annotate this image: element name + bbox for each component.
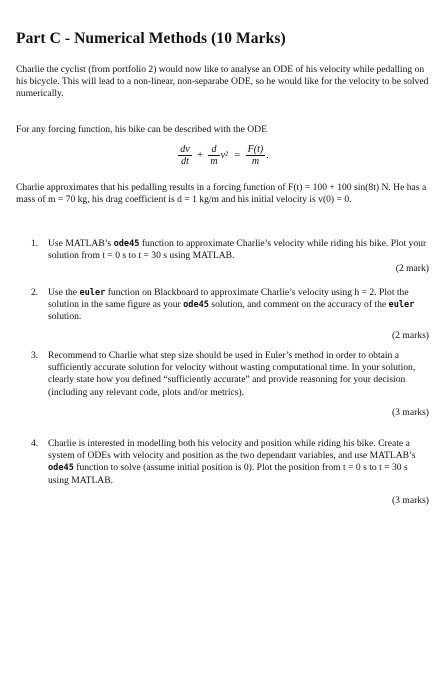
question-1: 1. Use MATLAB’s ode45 function to approximate Charlie’s velocity while riding his bike. Plot your solution from t = 0 s to t = 30 s using MATLAB. (2 mark)	[31, 238, 429, 275]
page-title: Part C - Numerical Methods (10 Marks)	[16, 30, 286, 47]
code-euler: euler	[79, 288, 106, 298]
approximation-paragraph: Charlie approximates that his pedalling results in a forcing function of F(t) = 100 + 100 sin(8t) N. He has a mass of m = 70 kg, his drag coefficient is d = 1 kg/m and his initial velocity is v(0) = 0.	[16, 182, 427, 206]
question-3-body: Recommend to Charlie what step size should be used in Euler’s method in order to obtain a sufficiently accurate solution for velocity without wasting computational time. In your solution, clearly state how you defined “sufficiently accurate” and provide reasoning for your decision (including any relevant code, plots and/or metrics). (3 marks)	[48, 350, 429, 418]
question-1-marks: (2 mark)	[395, 263, 429, 275]
question-1-body: Use MATLAB’s ode45 function to approximate Charlie’s velocity while riding his bike. Plot your solution from t = 0 s to t = 30 s using MATLAB. (2 mark)	[48, 238, 429, 275]
question-3: 3. Recommend to Charlie what step size should be used in Euler’s method in order to obtain a sufficiently accurate solution for velocity without wasting computational time. In your solution, clearly state how you defined “sufficiently accurate” and provide reasoning for your decision (including any relevant code, plots and/or metrics). (3 marks)	[31, 350, 429, 418]
code-ode45: ode45	[48, 463, 74, 474]
question-2-marks: (2 marks)	[391, 329, 429, 341]
question-2-body: Use the euler function on Blackboard to approximate Charlie’s velocity using h = 2. Plot the solution in the same figure as your ode45 solution, and comment on the accuracy of the euler solution. (2 marks)	[48, 287, 429, 341]
ode-term-dvdt: $\frac{dv}{dt}$	[180, 144, 190, 167]
intro-paragraph: Charlie the cyclist (from portfolio 2) would now like to analyse an ODE of his velocity while pedalling on his bicycle. This will lead to a non-linear, non-separabe ODE, so he would like for the velocity to be solved numerically.	[16, 64, 429, 100]
question-4-body: Charlie is interested in modelling both his velocity and position while riding his bike. Create a system of ODEs with velocity and position as the two dependant variables, and use MATLAB’s ode45 function to solve (assume initial position is 0). Plot the position from t = 0 s to t = 30 s using MATLAB. (3 marks)	[48, 438, 429, 506]
code-euler: euler	[388, 300, 415, 311]
question-3-marks: (3 marks)	[391, 406, 429, 418]
ode-term-dm: $\frac{d}{m}$	[210, 144, 218, 167]
ode-equation: $\frac{dv}{dt}$ + $\frac{d}{m}$ v² = $\frac{F(t)}{m}$ .	[180, 144, 269, 167]
question-4: 4. Charlie is interested in modelling both his velocity and position while riding his bike. Create a system of ODEs with velocity and position as the two dependant variables, and use MATLAB’s ode45 function to solve (assume initial position is 0). Plot the position from t = 0 s to t = 30 s using MATLAB. (3 marks)	[31, 438, 429, 506]
forcing-intro-paragraph: For any forcing function, his bike can be described with the ODE	[16, 124, 267, 135]
code-ode45: ode45	[113, 239, 140, 249]
question-2: 2. Use the euler function on Blackboard to approximate Charlie’s velocity using h = 2. Plot the solution in the same figure as your ode45 solution, and comment on the accuracy of the euler solution. (2 marks)	[31, 287, 429, 341]
ode-term-rhs: $\frac{F(t)}{m}$	[247, 144, 264, 167]
question-4-marks: (3 marks)	[391, 494, 429, 506]
code-ode45: ode45	[183, 300, 209, 311]
